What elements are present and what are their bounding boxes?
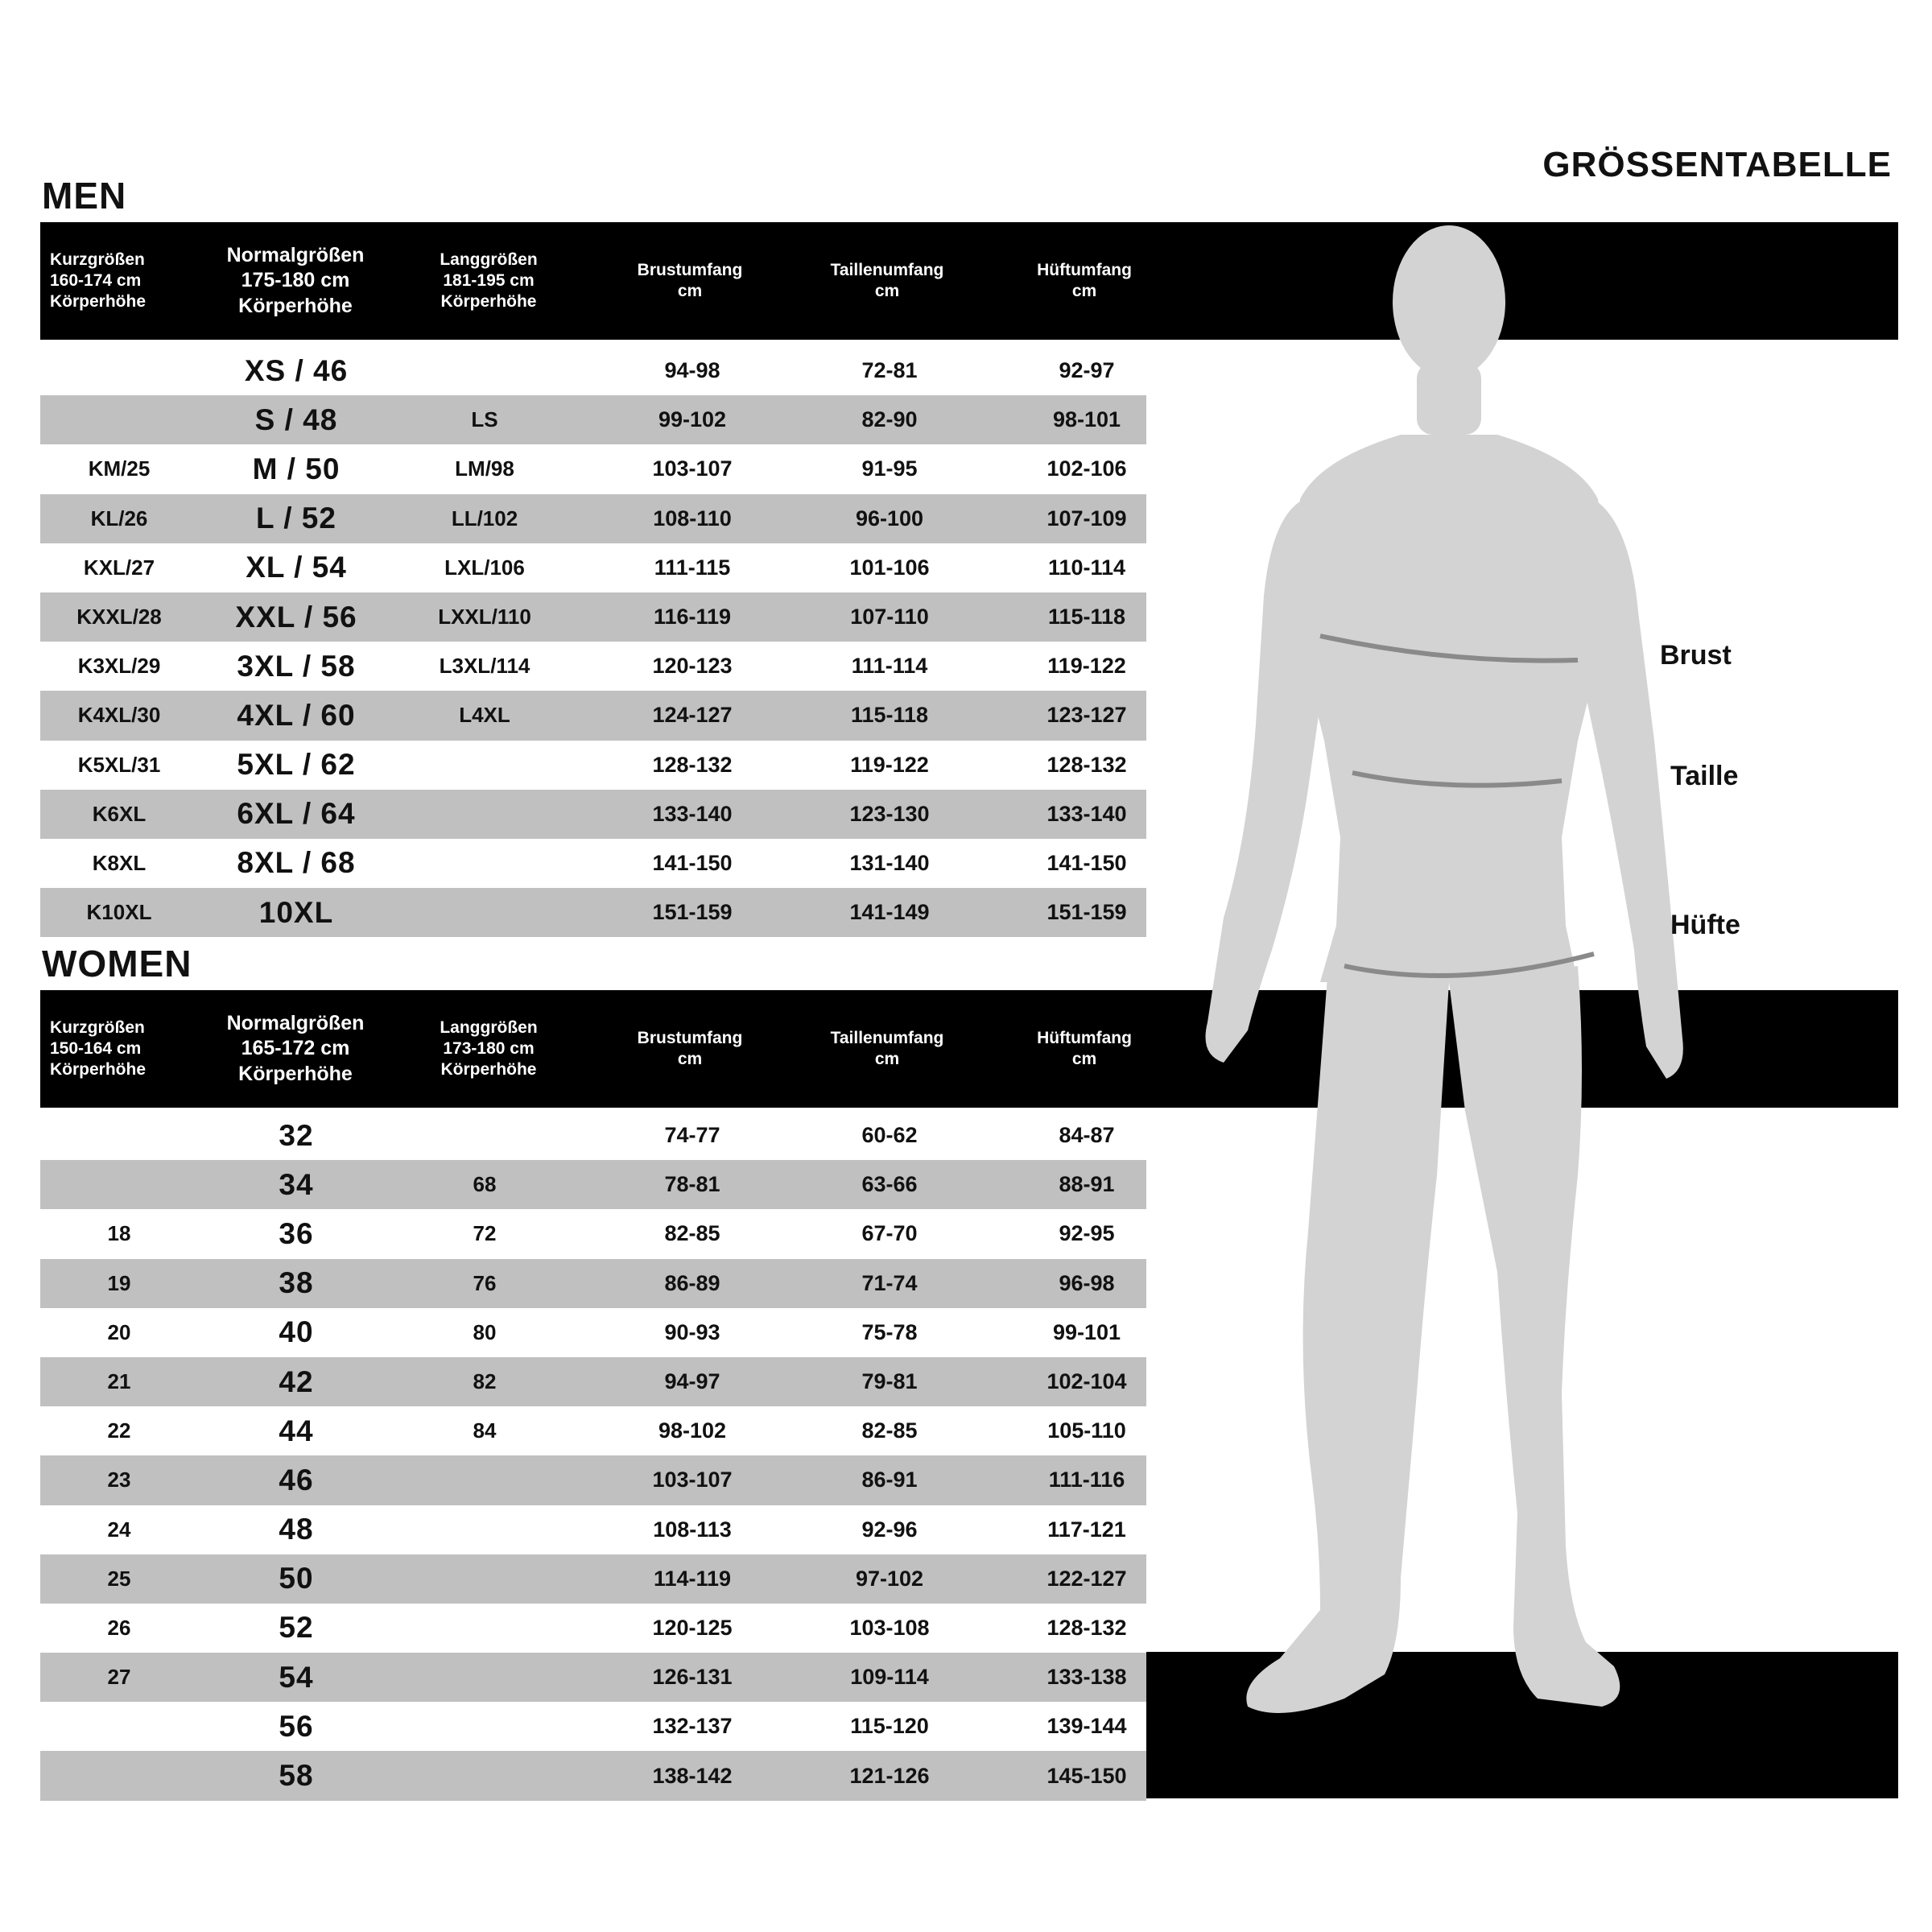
- table-cell: 22: [107, 1418, 131, 1443]
- table-row: [40, 839, 1146, 888]
- hip-label: Hüfte: [1670, 910, 1740, 940]
- women-table: [40, 1111, 1146, 1801]
- table-cell: 103-107: [652, 456, 733, 481]
- table-cell: 145-150: [1046, 1763, 1127, 1788]
- table-cell: 119-122: [1047, 654, 1126, 679]
- header-line: Körperhöhe: [238, 1062, 353, 1085]
- table-cell: 26: [107, 1615, 131, 1640]
- table-cell: 141-149: [849, 900, 930, 925]
- figure-head: [1393, 225, 1505, 378]
- table-cell: 96-100: [855, 506, 924, 530]
- header-line: Normalgrößen: [226, 244, 365, 267]
- table-cell: 92-96: [861, 1517, 918, 1542]
- table-cell: [394, 1111, 575, 1160]
- header-line: cm: [677, 1050, 703, 1068]
- men-header-col-1: [199, 222, 392, 340]
- table-cell: 40: [279, 1315, 314, 1349]
- table-cell: [394, 888, 575, 937]
- table-cell: 36: [279, 1216, 314, 1250]
- table-cell: 67-70: [861, 1221, 918, 1246]
- table-cell: 92-97: [1059, 358, 1115, 383]
- women-header-col-3: [593, 990, 786, 1108]
- table-cell: 110-114: [1047, 555, 1126, 580]
- table-cell: 50: [279, 1562, 314, 1596]
- table-cell: 42: [279, 1364, 314, 1398]
- table-cell: 107-109: [1046, 506, 1127, 530]
- table-cell: [394, 839, 575, 888]
- table-cell: [40, 1751, 198, 1800]
- table-cell: 78-81: [664, 1172, 720, 1197]
- table-cell: [394, 1505, 575, 1554]
- table-cell: 82-90: [861, 407, 918, 432]
- table-cell: 25: [107, 1566, 131, 1591]
- table-cell: 132-137: [652, 1714, 733, 1739]
- table-cell: 119-122: [850, 752, 929, 777]
- women-header-col-5: [988, 990, 1181, 1108]
- table-cell: L / 52: [256, 502, 336, 535]
- figure-torso: [1292, 435, 1610, 982]
- table-cell: 107-110: [850, 605, 929, 630]
- table-cell: 74-77: [664, 1123, 720, 1148]
- table-cell: 18: [107, 1221, 131, 1246]
- table-cell: 108-113: [653, 1517, 732, 1542]
- table-cell: 90-93: [664, 1319, 720, 1344]
- header-line: Körperhöhe: [238, 294, 353, 317]
- men-table: [40, 346, 1146, 937]
- header-line: Körperhöhe: [50, 292, 147, 312]
- header-line: cm: [677, 282, 703, 300]
- table-cell: [394, 1455, 575, 1505]
- header-line: 175-180 cm: [241, 269, 350, 292]
- table-cell: M / 50: [252, 452, 341, 485]
- table-cell: 60-62: [861, 1123, 918, 1148]
- header-line: cm: [874, 282, 900, 300]
- table-cell: XS / 46: [244, 353, 349, 387]
- table-cell: 46: [279, 1463, 314, 1496]
- table-cell: 94-97: [664, 1369, 720, 1394]
- table-row: [40, 1160, 1146, 1209]
- table-cell: KXL/27: [83, 555, 155, 580]
- table-cell: LS: [471, 407, 498, 432]
- header-line: Taillenumfang: [830, 1028, 944, 1047]
- header-line: cm: [1071, 1050, 1097, 1068]
- table-cell: 115-120: [850, 1714, 929, 1739]
- table-cell: 92-95: [1059, 1221, 1115, 1246]
- table-cell: 98-102: [658, 1418, 727, 1443]
- table-cell: LXL/106: [444, 555, 525, 580]
- table-cell: 133-140: [652, 801, 733, 826]
- table-row: [40, 1406, 1146, 1455]
- table-cell: 131-140: [849, 850, 930, 875]
- table-row: [40, 1111, 1146, 1160]
- table-cell: KL/26: [90, 506, 148, 530]
- women-section-title: WOMEN: [42, 943, 192, 985]
- table-cell: K10XL: [86, 900, 152, 925]
- table-cell: K4XL/30: [77, 703, 161, 728]
- women-header-col-4: [791, 990, 984, 1108]
- header-line: 160-174 cm: [50, 270, 142, 290]
- table-cell: 24: [107, 1517, 131, 1542]
- table-cell: LM/98: [455, 456, 514, 481]
- body-figure: [1159, 225, 1739, 1771]
- table-cell: 71-74: [861, 1270, 918, 1295]
- table-cell: 102-104: [1046, 1369, 1127, 1394]
- table-cell: 72-81: [861, 358, 918, 383]
- table-row: [40, 592, 1146, 642]
- table-cell: 79-81: [861, 1369, 918, 1394]
- table-cell: 99-101: [1052, 1319, 1121, 1344]
- figure-left-leg: [1246, 966, 1449, 1713]
- table-cell: [40, 346, 198, 395]
- header-line: Taillenumfang: [830, 260, 944, 279]
- header-line: Hüftumfang: [1037, 260, 1132, 279]
- table-cell: 101-106: [849, 555, 930, 580]
- table-cell: 138-142: [652, 1763, 733, 1788]
- table-cell: 111-116: [1048, 1468, 1125, 1492]
- table-cell: [40, 1702, 198, 1751]
- table-cell: [394, 1702, 575, 1751]
- table-cell: 34: [279, 1167, 314, 1201]
- table-row: [40, 1259, 1146, 1308]
- table-cell: 32: [279, 1118, 314, 1152]
- chest-label: Brust: [1660, 640, 1732, 671]
- table-cell: 5XL / 62: [237, 748, 356, 782]
- header-line: cm: [1071, 282, 1097, 300]
- table-cell: [40, 1111, 198, 1160]
- table-cell: 111-114: [851, 654, 928, 679]
- table-cell: 75-78: [861, 1319, 918, 1344]
- table-cell: 19: [107, 1270, 131, 1295]
- header-line: Körperhöhe: [440, 1060, 537, 1080]
- table-row: [40, 346, 1146, 395]
- table-cell: 82: [473, 1369, 497, 1394]
- table-row: [40, 1209, 1146, 1258]
- table-cell: [394, 1751, 575, 1800]
- header-line: Körperhöhe: [440, 292, 537, 312]
- header-line: Kurzgrößen: [50, 1018, 145, 1037]
- table-cell: [394, 1653, 575, 1702]
- table-cell: 44: [279, 1414, 314, 1447]
- men-header-col-2: [392, 222, 585, 340]
- table-cell: S / 48: [254, 402, 338, 436]
- table-cell: 10XL: [258, 895, 334, 929]
- table-cell: 96-98: [1059, 1270, 1115, 1295]
- figure-neck: [1417, 362, 1481, 435]
- women-header-col-0: [50, 990, 195, 1108]
- table-cell: 97-102: [855, 1566, 924, 1591]
- table-cell: 141-150: [652, 850, 733, 875]
- table-cell: 105-110: [1047, 1418, 1126, 1443]
- table-row: [40, 1702, 1146, 1751]
- header-line: Kurzgrößen: [50, 250, 145, 269]
- table-cell: [394, 790, 575, 839]
- table-row: [40, 691, 1146, 740]
- table-cell: 151-159: [1046, 900, 1127, 925]
- table-cell: L4XL: [459, 703, 510, 728]
- header-line: 181-195 cm: [443, 270, 535, 290]
- table-cell: 76: [473, 1270, 497, 1295]
- table-cell: 38: [279, 1266, 314, 1300]
- page-title: GRÖSSENTABELLE: [1542, 145, 1892, 184]
- table-row: [40, 1357, 1146, 1406]
- table-cell: 84-87: [1059, 1123, 1115, 1148]
- table-row: [40, 1455, 1146, 1505]
- table-cell: K8XL: [92, 850, 147, 875]
- table-row: [40, 888, 1146, 937]
- table-cell: 23: [107, 1468, 131, 1492]
- table-row: [40, 395, 1146, 444]
- table-cell: 109-114: [850, 1665, 929, 1690]
- header-line: Hüftumfang: [1037, 1028, 1132, 1047]
- table-cell: 126-131: [652, 1665, 733, 1690]
- table-row: [40, 1751, 1146, 1800]
- figure-right-arm: [1582, 499, 1683, 1079]
- table-row: [40, 642, 1146, 691]
- men-header-col-4: [791, 222, 984, 340]
- table-cell: K6XL: [92, 801, 147, 826]
- table-cell: 48: [279, 1513, 314, 1546]
- table-cell: 102-106: [1046, 456, 1127, 481]
- table-cell: 86-89: [664, 1270, 720, 1295]
- figure-right-leg: [1449, 966, 1620, 1707]
- table-cell: 108-110: [653, 506, 732, 530]
- table-cell: 120-123: [652, 654, 733, 679]
- header-line: Langgrößen: [440, 1018, 538, 1037]
- table-row: [40, 444, 1146, 493]
- table-cell: 99-102: [658, 407, 727, 432]
- table-cell: 124-127: [652, 703, 733, 728]
- figure-left-arm: [1206, 499, 1325, 1063]
- table-cell: 128-132: [652, 752, 733, 777]
- table-cell: 86-91: [861, 1468, 918, 1492]
- table-cell: 54: [279, 1660, 314, 1694]
- table-cell: 117-121: [1047, 1517, 1126, 1542]
- table-row: [40, 1554, 1146, 1604]
- table-cell: 128-132: [1046, 1615, 1127, 1640]
- table-cell: 3XL / 58: [237, 649, 356, 683]
- table-row: [40, 1604, 1146, 1653]
- header-line: 173-180 cm: [443, 1038, 535, 1058]
- header-line: Körperhöhe: [50, 1060, 147, 1080]
- table-row: [40, 1505, 1146, 1554]
- table-cell: [394, 1554, 575, 1604]
- table-cell: XL / 54: [246, 551, 347, 584]
- table-cell: 128-132: [1046, 752, 1127, 777]
- table-cell: 91-95: [861, 456, 918, 481]
- table-cell: 111-115: [654, 555, 731, 580]
- table-cell: 20: [107, 1319, 131, 1344]
- table-cell: XXL / 56: [235, 600, 357, 634]
- table-cell: KM/25: [88, 456, 151, 481]
- table-cell: 6XL / 64: [237, 797, 356, 831]
- table-row: [40, 741, 1146, 790]
- table-cell: 115-118: [1047, 605, 1126, 630]
- table-cell: 116-119: [653, 605, 732, 630]
- table-cell: 4XL / 60: [237, 698, 356, 732]
- men-section-title: MEN: [42, 175, 127, 217]
- header-line: Langgrößen: [440, 250, 538, 269]
- table-cell: 133-138: [1046, 1665, 1127, 1690]
- table-row: [40, 1308, 1146, 1357]
- table-cell: 94-98: [664, 358, 720, 383]
- table-cell: 115-118: [850, 703, 929, 728]
- table-row: [40, 790, 1146, 839]
- header-line: Normalgrößen: [226, 1012, 365, 1035]
- table-cell: LL/102: [451, 506, 518, 530]
- table-cell: 82-85: [861, 1418, 918, 1443]
- table-cell: 27: [107, 1665, 131, 1690]
- table-cell: 82-85: [664, 1221, 720, 1246]
- table-cell: [40, 395, 198, 444]
- table-cell: LXXL/110: [438, 605, 531, 630]
- table-cell: 151-159: [652, 900, 733, 925]
- table-cell: 98-101: [1052, 407, 1121, 432]
- table-cell: 120-125: [652, 1615, 733, 1640]
- men-header-col-0: [50, 222, 195, 340]
- table-cell: 52: [279, 1611, 314, 1645]
- table-cell: KXXL/28: [76, 605, 162, 630]
- table-cell: 80: [473, 1319, 497, 1344]
- table-cell: 114-119: [653, 1566, 732, 1591]
- table-cell: [394, 741, 575, 790]
- table-cell: [40, 1160, 198, 1209]
- header-line: cm: [874, 1050, 900, 1068]
- table-cell: 56: [279, 1709, 314, 1743]
- table-cell: 21: [107, 1369, 131, 1394]
- table-cell: 139-144: [1046, 1714, 1127, 1739]
- table-cell: [394, 346, 575, 395]
- table-cell: 8XL / 68: [237, 846, 356, 880]
- table-cell: 141-150: [1046, 850, 1127, 875]
- table-row: [40, 1653, 1146, 1702]
- men-header-col-3: [593, 222, 786, 340]
- women-header-col-2: [392, 990, 585, 1108]
- table-row: [40, 494, 1146, 543]
- table-cell: 63-66: [861, 1172, 918, 1197]
- header-line: 165-172 cm: [241, 1037, 350, 1060]
- table-cell: 122-127: [1046, 1566, 1127, 1591]
- table-cell: 103-107: [652, 1468, 733, 1492]
- table-cell: [394, 1604, 575, 1653]
- table-cell: 68: [473, 1172, 497, 1197]
- table-cell: 58: [279, 1759, 314, 1793]
- header-line: Brustumfang: [637, 1028, 743, 1047]
- table-cell: 72: [473, 1221, 497, 1246]
- table-cell: 121-126: [849, 1763, 930, 1788]
- table-row: [40, 543, 1146, 592]
- table-cell: 123-130: [849, 801, 930, 826]
- header-line: 150-164 cm: [50, 1038, 142, 1058]
- table-cell: 84: [473, 1418, 497, 1443]
- table-cell: 133-140: [1046, 801, 1127, 826]
- women-header-col-1: [199, 990, 392, 1108]
- header-line: Brustumfang: [637, 260, 743, 279]
- table-cell: 88-91: [1059, 1172, 1115, 1197]
- table-cell: K3XL/29: [77, 654, 161, 679]
- waist-label: Taille: [1670, 761, 1739, 791]
- table-cell: 103-108: [849, 1615, 930, 1640]
- table-cell: L3XL/114: [439, 654, 530, 679]
- table-cell: K5XL/31: [77, 752, 161, 777]
- men-header-col-5: [988, 222, 1181, 340]
- table-cell: 123-127: [1046, 703, 1127, 728]
